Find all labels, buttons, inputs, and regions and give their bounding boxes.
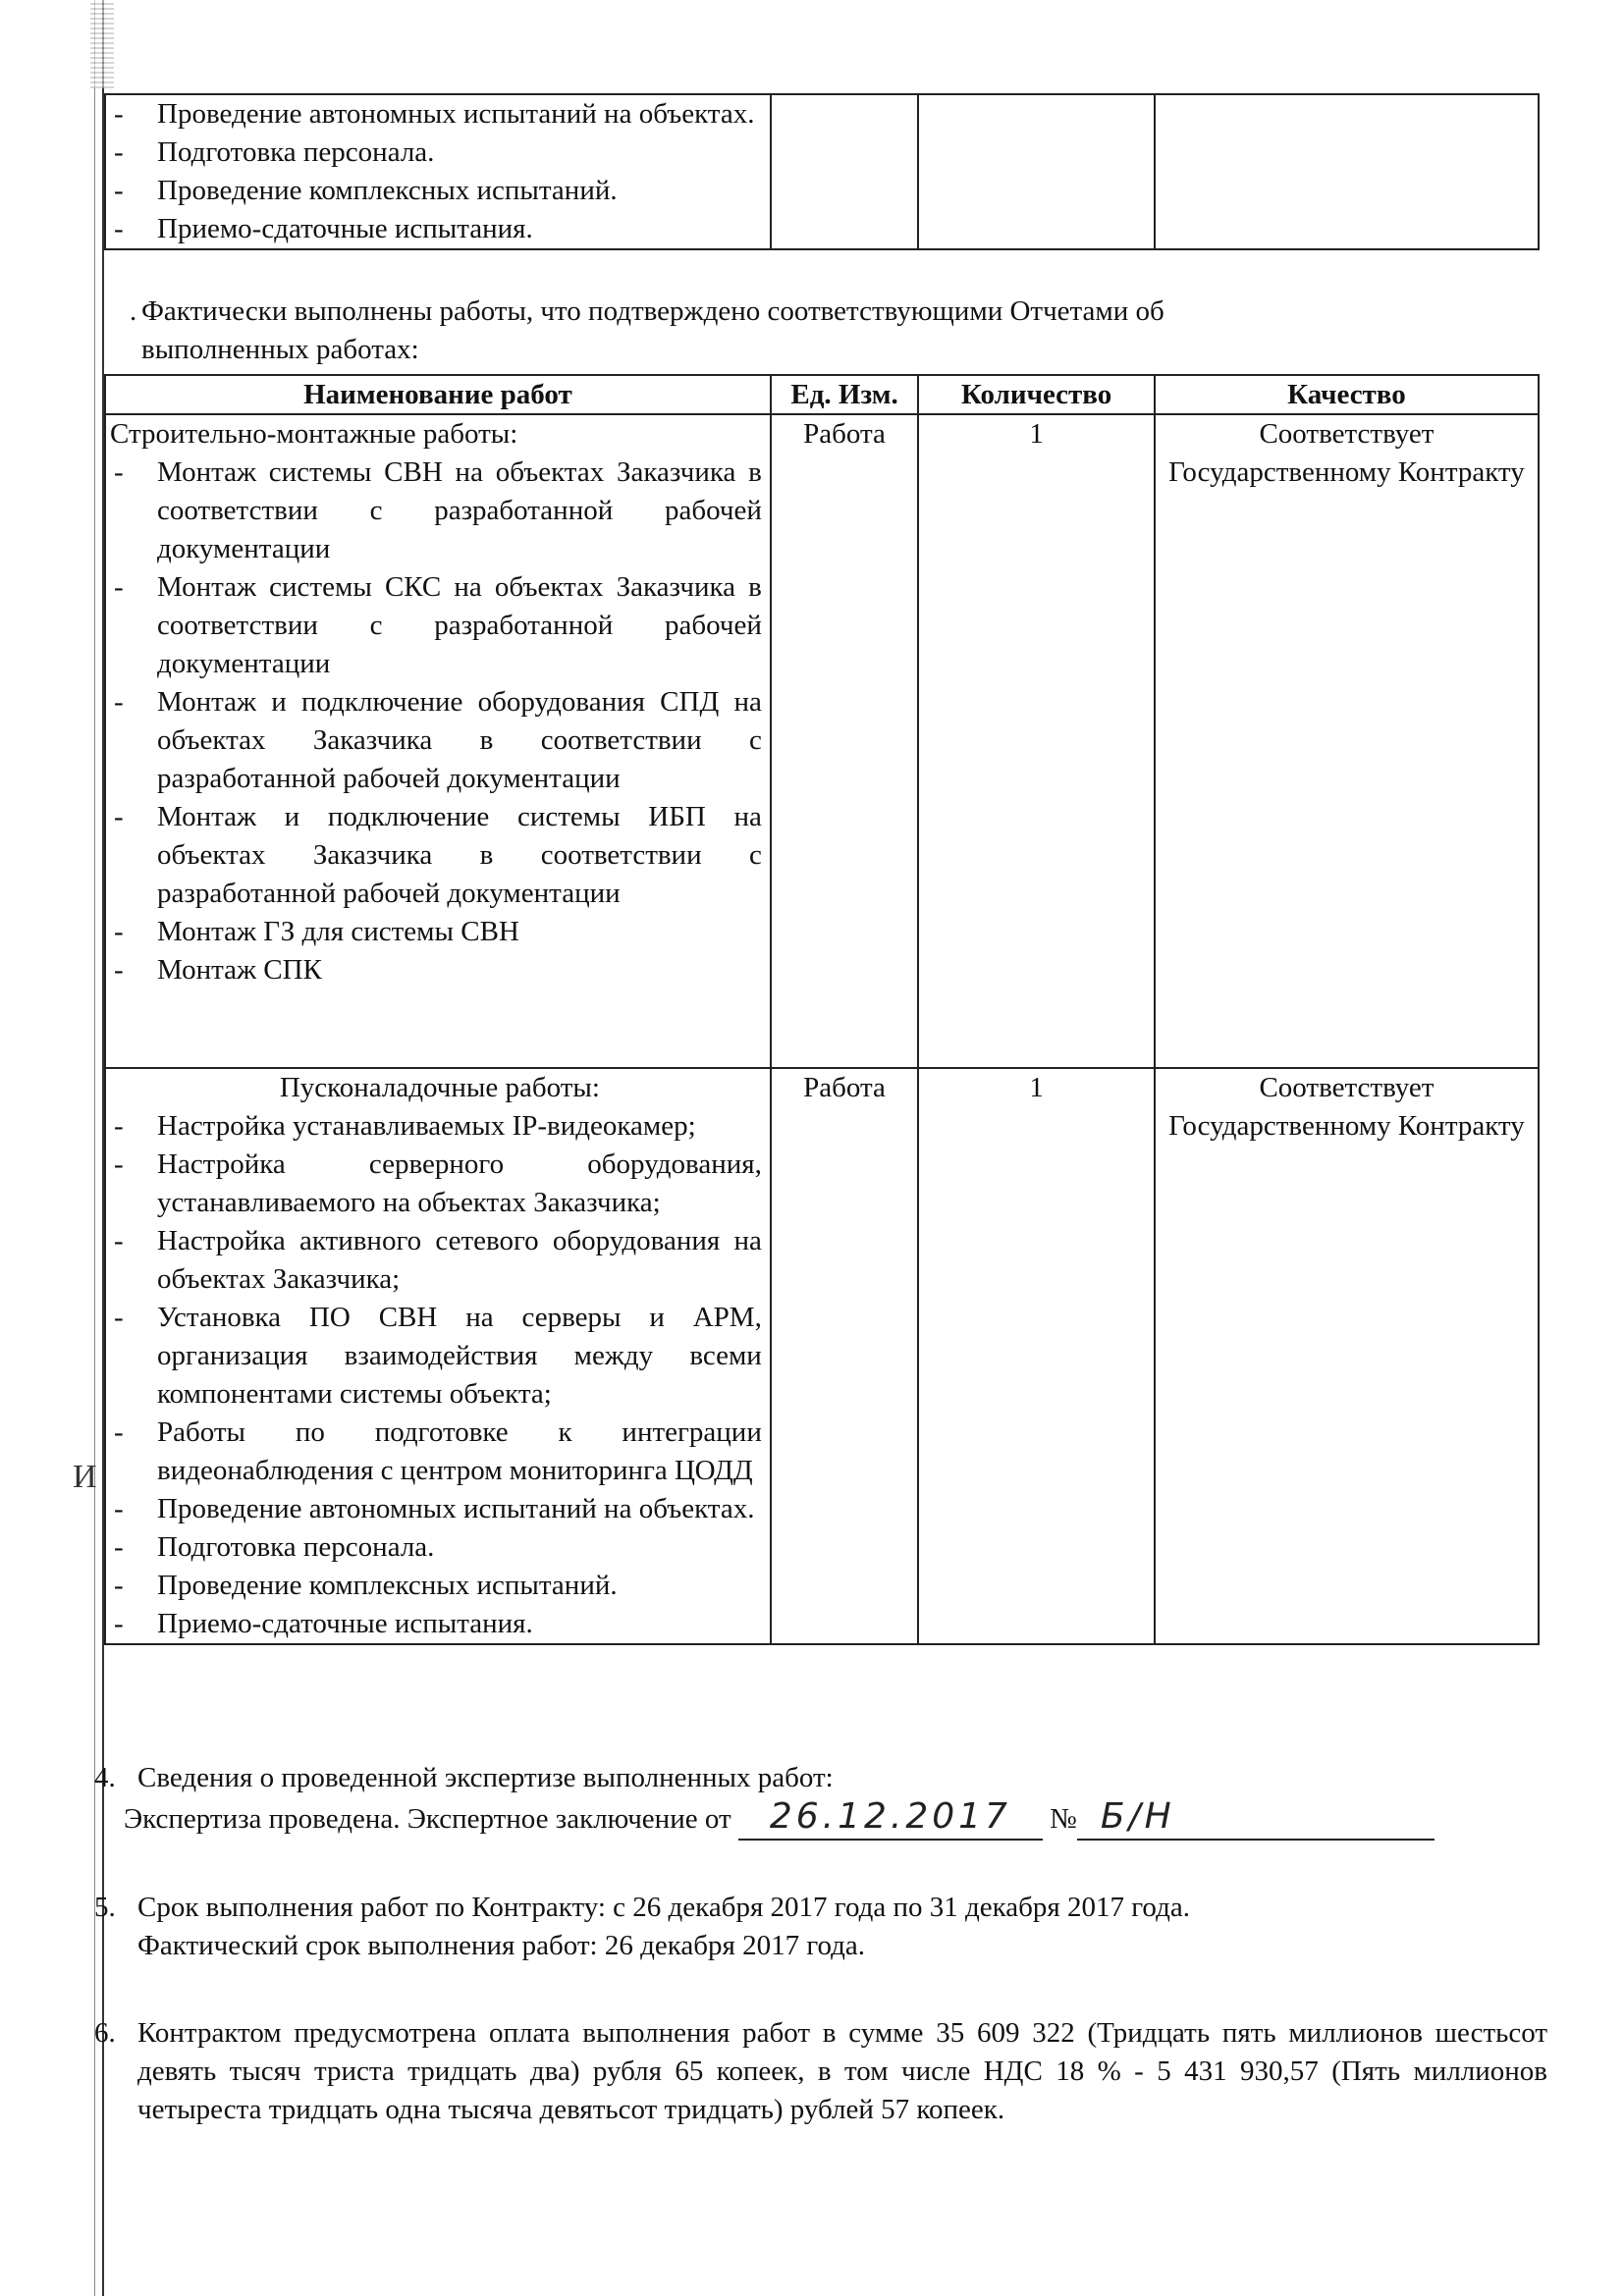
- section-6: [94, 2014, 1547, 2129]
- quality-cell: Соответствует Государственному Контракту: [1155, 1068, 1539, 1644]
- header-quality: Качество: [1155, 375, 1539, 414]
- quality-cell: Соответствует Государственному Контракту: [1155, 414, 1539, 1068]
- quantity-cell: 1: [918, 1068, 1155, 1644]
- expertise-prefix: Экспертиза проведена. Экспертное заключение от: [124, 1803, 731, 1835]
- list-item: - Установка ПО СВН на серверы и АРМ, организация взаимодействия между всеми компонентами системы объекта;: [106, 1299, 770, 1414]
- section-number: 4.: [94, 1762, 116, 1793]
- quantity-cell: 1: [918, 414, 1155, 1068]
- list-item: - Настройка устанавливаемых IP-видеокамер;: [106, 1107, 770, 1146]
- list-item: - Настройка серверного оборудования, устанавливаемого на объектах Заказчика;: [106, 1146, 770, 1222]
- header-unit: Ед. Изм.: [771, 375, 918, 414]
- list-item: - Монтаж и подключение системы ИБП на объектах Заказчика в соответствии с разработанной рабочей документации: [106, 798, 770, 913]
- unit-cell: Работа: [771, 414, 918, 1068]
- list-item: - Монтаж системы СКС на объектах Заказчика в соответствии с разработанной рабочей документации: [106, 568, 770, 683]
- section-number: .: [130, 295, 137, 327]
- list-item: - Проведение автономных испытаний на объектах.: [106, 1490, 770, 1528]
- margin-mark: И: [73, 1459, 97, 1495]
- empty-cell: [1155, 94, 1539, 249]
- header-name: Наименование работ: [105, 375, 771, 414]
- handwritten-number: Б/Н: [1100, 1796, 1175, 1837]
- header-quantity: Количество: [918, 375, 1155, 414]
- section-line: Срок выполнения работ по Контракту: с 26 декабря 2017 года по 31 декабря 2017 года.: [137, 1892, 1190, 1923]
- list-item: - Проведение комплексных испытаний.: [106, 1567, 770, 1605]
- list-item: - Приемо-сдаточные испытания.: [106, 210, 770, 248]
- section-number: 5.: [94, 1892, 116, 1923]
- number-label: №: [1050, 1803, 1077, 1835]
- list-item: - Работы по подготовке к интеграции видеонаблюдения с центром мониторинга ЦОДД: [106, 1414, 770, 1490]
- works-cell: [105, 1068, 771, 1644]
- empty-cell: [771, 94, 918, 249]
- table-header-row: [105, 375, 1539, 414]
- section-line: [124, 1797, 1547, 1841]
- list-item: - Подготовка персонала.: [106, 1528, 770, 1567]
- handwritten-date: 26.12.2017: [769, 1796, 1011, 1837]
- list-item: - Монтаж и подключение оборудования СПД на объектах Заказчика в соответствии с разработанной рабочей документации: [106, 683, 770, 798]
- list-item: - Проведение комплексных испытаний.: [106, 172, 770, 210]
- list-item: - Монтаж СПК: [106, 951, 770, 989]
- group-title: Строительно-монтажные работы:: [110, 418, 518, 450]
- date-field: [738, 1797, 1043, 1841]
- table-row: [105, 1068, 1539, 1644]
- empty-cell: [918, 94, 1155, 249]
- works-list: [106, 1107, 770, 1643]
- works-table: [104, 374, 1540, 1645]
- section-line: Сведения о проведенной экспертизе выполненных работ:: [137, 1762, 834, 1793]
- table-row: [105, 414, 1539, 1068]
- section-number: 6.: [94, 2017, 116, 2049]
- scan-noise: [90, 0, 114, 88]
- continuation-list: [106, 95, 770, 248]
- unit-cell: Работа: [771, 1068, 918, 1644]
- works-list: [106, 454, 770, 989]
- number-field: [1077, 1797, 1435, 1841]
- section-body: [124, 1759, 1547, 1841]
- list-item: - Подготовка персонала.: [106, 133, 770, 172]
- continuation-works-cell: [105, 94, 771, 249]
- list-item: - Проведение автономных испытаний на объектах.: [106, 95, 770, 133]
- section-4: [94, 1759, 1547, 1841]
- section-line: Фактический срок выполнения работ: 26 декабря 2017 года.: [137, 1930, 866, 1961]
- works-cell: [105, 414, 771, 1068]
- section-body: Контрактом предусмотрена оплата выполнения работ в сумме 35 609 322 (Тридцать пять миллионов шестьсот девять тысяч триста тридцать два) рубля 65 копеек, в том числе НДС 18 % - 5 431 930,57 (Пять миллионов четыреста тридцать одна тысяча девятьсот тридцать) рублей 57 копеек.: [137, 2017, 1547, 2125]
- list-item: - Приемо-сдаточные испытания.: [106, 1605, 770, 1643]
- group-title: Пусконаладочные работы:: [279, 1072, 600, 1103]
- section-body: [137, 1889, 1547, 1965]
- section-text: Фактически выполнены работы, что подтверждено соответствующими Отчетами об выполненных работах:: [141, 295, 1164, 365]
- section-5: [94, 1889, 1547, 1965]
- list-item: - Настройка активного сетевого оборудования на объектах Заказчика;: [106, 1222, 770, 1299]
- list-item: - Монтаж ГЗ для системы СВН: [106, 913, 770, 951]
- continuation-table: [104, 93, 1540, 250]
- list-item: - Монтаж системы СВН на объектах Заказчика в соответствии с разработанной рабочей документации: [106, 454, 770, 568]
